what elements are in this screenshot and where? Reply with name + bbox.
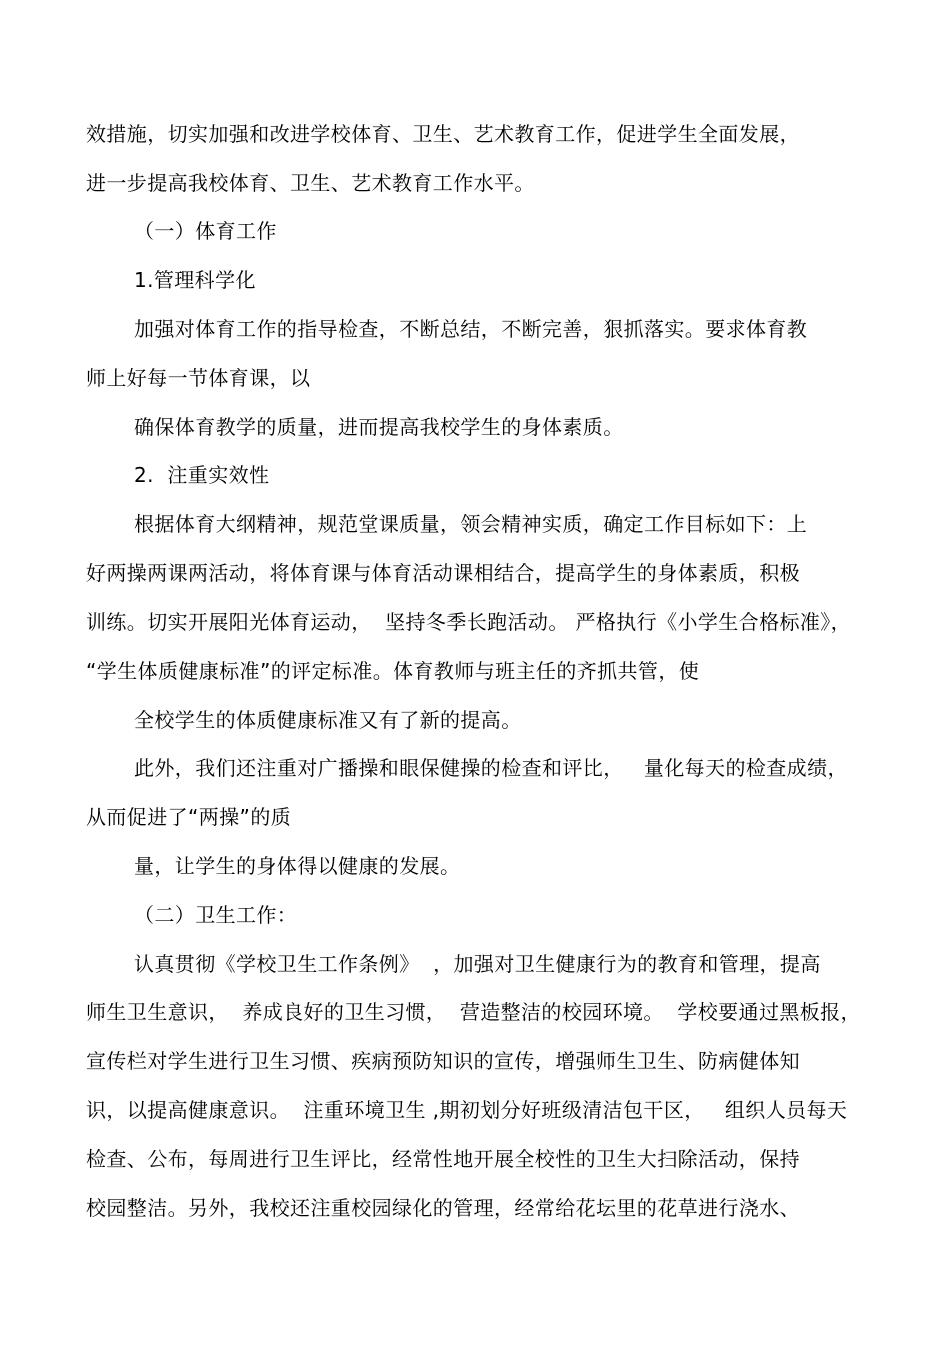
text-line: 识，以提高健康意识。 注重环境卫生 ,期初划分好班级清洁包干区， 组织人员每天 bbox=[86, 1098, 848, 1122]
subsection-heading: 2. 注重实效性 bbox=[134, 463, 270, 487]
text-line: 宣传栏对学生进行卫生习惯、疾病预防知识的宣传，增强师生卫生、防病健体知 bbox=[86, 1049, 800, 1073]
section-heading: （二）卫生工作： bbox=[134, 903, 298, 927]
text-line: 训练。切实开展阳光体育运动， 坚持冬季长跑活动。 严格执行《小学生合格标准》， bbox=[86, 610, 852, 634]
text-line: 检查、公布，每周进行卫生评比，经常性地开展全校性的卫生大扫除活动，保持 bbox=[86, 1147, 800, 1171]
text-line: 量，让学生的身体得以健康的发展。 bbox=[134, 854, 461, 878]
text-line: 效措施，切实加强和改进学校体育、卫生、艺术教育工作，促进学生全面发展， bbox=[86, 122, 800, 146]
text-line: “学生体质健康标准”的评定标准。体育教师与班主任的齐抓共管，使 bbox=[86, 659, 700, 683]
text-line: 师上好每一节体育课，以 bbox=[86, 366, 311, 390]
text-line: 校园整洁。另外，我校还注重校园绿化的管理，经常给花坛里的花草进行浇水、 bbox=[86, 1196, 800, 1220]
text-line: 认真贯彻《学校卫生工作条例》 ，加强对卫生健康行为的教育和管理，提高 bbox=[134, 952, 821, 976]
text-line: 根据体育大纲精神，规范堂课质量，领会精神实质，确定工作目标如下：上 bbox=[134, 512, 808, 536]
text-line: 师生卫生意识， 养成良好的卫生习惯， 营造整洁的校园环境。 学校要通过黑板报， bbox=[86, 1000, 861, 1024]
text-line: 确保体育教学的质量，进而提高我校学生的身体素质。 bbox=[134, 415, 624, 439]
subsection-heading: 1.管理科学化 bbox=[134, 268, 256, 292]
section-heading: （一）体育工作 bbox=[134, 219, 277, 243]
text-line: 从而促进了“两操”的质 bbox=[86, 805, 292, 829]
text-line: 好两操两课两活动，将体育课与体育活动课相结合，提高学生的身体素质，积极 bbox=[86, 561, 800, 585]
text-line: 此外，我们还注重对广播操和眼保健操的检查和评比， 量化每天的检查成绩， bbox=[134, 756, 848, 780]
text-line: 全校学生的体质健康标准又有了新的提高。 bbox=[134, 708, 522, 732]
text-line: 加强对体育工作的指导检查，不断总结，不断完善，狠抓落实。要求体育教 bbox=[134, 317, 808, 341]
text-line: 进一步提高我校体育、卫生、艺术教育工作水平。 bbox=[86, 171, 535, 195]
